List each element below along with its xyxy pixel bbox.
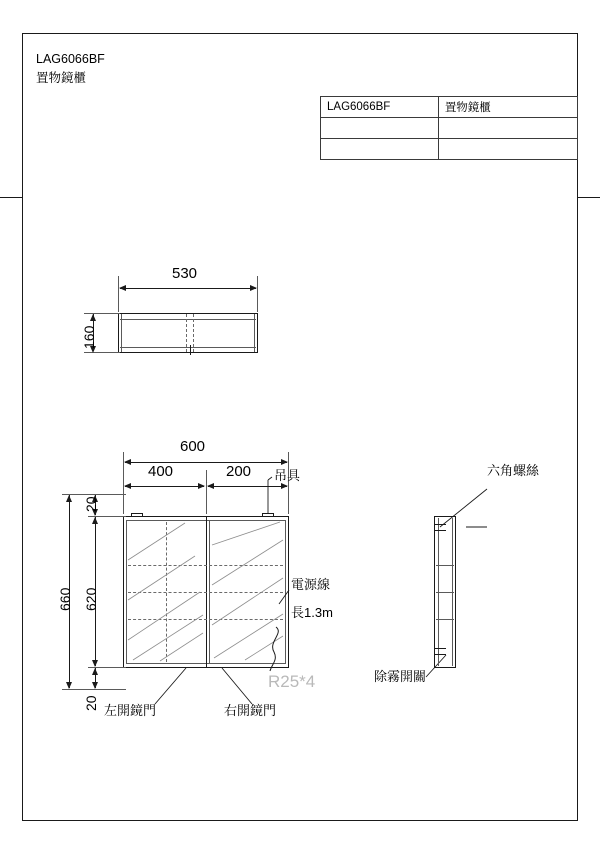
top-view-depth-label: 160 xyxy=(81,325,97,349)
front-ext-mid xyxy=(206,470,207,514)
front-overall-width-label: 600 xyxy=(180,438,206,455)
top-view-inner-line-3 xyxy=(121,314,122,352)
front-ext-h-bottom xyxy=(62,689,126,690)
front-view-inner-right xyxy=(285,520,286,664)
side-view-outline-left xyxy=(434,516,435,668)
table-row xyxy=(321,118,578,139)
front-overall-height-label: 660 xyxy=(57,587,73,611)
hanger-bracket-right-tick2 xyxy=(273,513,274,517)
watermark-text: R25*4 xyxy=(268,672,316,691)
top-view-outline-left xyxy=(118,313,119,353)
arrow-up xyxy=(92,668,98,675)
demist-switch-label: 除霧開關 xyxy=(374,669,427,684)
shelf-dash-2 xyxy=(128,592,283,593)
front-right-door-width-label: 200 xyxy=(226,463,252,480)
side-hanger-top-2 xyxy=(434,530,446,531)
title-cell-empty-3 xyxy=(321,139,439,160)
vertical-dash-1 xyxy=(166,522,167,662)
title-cell-empty-1 xyxy=(321,118,439,139)
front-ext-right-600 xyxy=(288,452,289,514)
title-cell-empty-4 xyxy=(438,139,577,160)
arrow-left xyxy=(124,483,131,489)
side-shelf-1 xyxy=(436,565,454,566)
front-view-inner-left xyxy=(126,520,127,664)
arrow-down xyxy=(92,682,98,689)
side-view-outline-top xyxy=(434,516,456,517)
arrow-down xyxy=(92,660,98,667)
top-view-ext-right xyxy=(257,276,258,312)
left-door-label: 左開鏡門 xyxy=(104,703,157,718)
arrow-down xyxy=(66,682,72,689)
top-view-width-label: 530 xyxy=(172,265,198,282)
top-view-ext-left xyxy=(118,276,119,312)
top-view-inner-line-4 xyxy=(254,314,255,352)
arrow-right xyxy=(198,483,205,489)
top-view-outline-top xyxy=(118,313,258,314)
title-block-table xyxy=(320,96,578,160)
title-cell-code: LAG6066BF xyxy=(321,97,439,118)
hanger-bracket-left-tick2 xyxy=(142,513,143,517)
arrow-up xyxy=(90,314,96,321)
sheet-title-name: 置物鏡櫃 xyxy=(36,71,87,85)
top-view-center-mark xyxy=(190,345,191,355)
front-left-door-width-label: 400 xyxy=(148,463,174,480)
front-body-height-label: 620 xyxy=(83,587,99,611)
top-view-outline-right xyxy=(257,313,258,353)
arrow-up xyxy=(92,517,98,524)
arrow-left xyxy=(119,285,126,291)
top-view-outline-bottom xyxy=(118,352,258,353)
side-shelf-2 xyxy=(436,592,454,593)
power-cord-label-line1: 電源線 xyxy=(291,577,331,592)
arrow-right xyxy=(281,459,288,465)
front-200-dimline xyxy=(208,486,287,487)
front-view-outline-left xyxy=(123,516,124,668)
arrow-up xyxy=(66,495,72,502)
side-hanger-top xyxy=(434,524,446,525)
top-view-center-dash-right xyxy=(193,314,194,352)
shelf-dash-1 xyxy=(128,565,283,566)
top-view-width-dimline xyxy=(120,288,256,289)
table-row xyxy=(321,97,578,118)
arrow-right xyxy=(281,483,288,489)
edge-tick-left xyxy=(0,197,22,198)
power-cord-label-line2: 長1.3m xyxy=(291,605,333,620)
table-row xyxy=(321,139,578,160)
front-400-dimline xyxy=(125,486,204,487)
top-view-inner-line-2 xyxy=(120,347,256,348)
right-door-label: 右開鏡門 xyxy=(224,703,277,718)
side-hanger-bottom-2 xyxy=(434,654,446,655)
arrow-left xyxy=(207,483,214,489)
hex-screw-label: 六角螺絲 xyxy=(487,463,540,478)
arrow-right xyxy=(250,285,257,291)
arrow-left xyxy=(124,459,131,465)
title-cell-empty-2 xyxy=(438,118,577,139)
side-view-outline-right xyxy=(455,516,456,668)
title-cell-name: 置物鏡櫃 xyxy=(438,97,577,118)
hanger-bracket-left-tick xyxy=(131,513,132,517)
top-view-inner-line-1 xyxy=(120,319,256,320)
side-view-outline-bottom xyxy=(434,667,456,668)
shelf-dash-3 xyxy=(128,619,283,620)
front-bottom-gap-label: 20 xyxy=(83,695,99,711)
front-top-gap-label: 20 xyxy=(83,496,99,512)
side-shelf-3 xyxy=(436,619,454,620)
hanger-label: 吊具 xyxy=(274,468,301,483)
edge-tick-right xyxy=(578,197,600,198)
sheet-title-code: LAG6066BF xyxy=(36,52,105,66)
front-view-outline-right xyxy=(288,516,289,668)
top-view-center-dash-left xyxy=(186,314,187,352)
hanger-bracket-right-tick xyxy=(262,513,263,517)
sheet-title xyxy=(36,50,105,88)
side-hanger-bottom xyxy=(434,648,446,649)
